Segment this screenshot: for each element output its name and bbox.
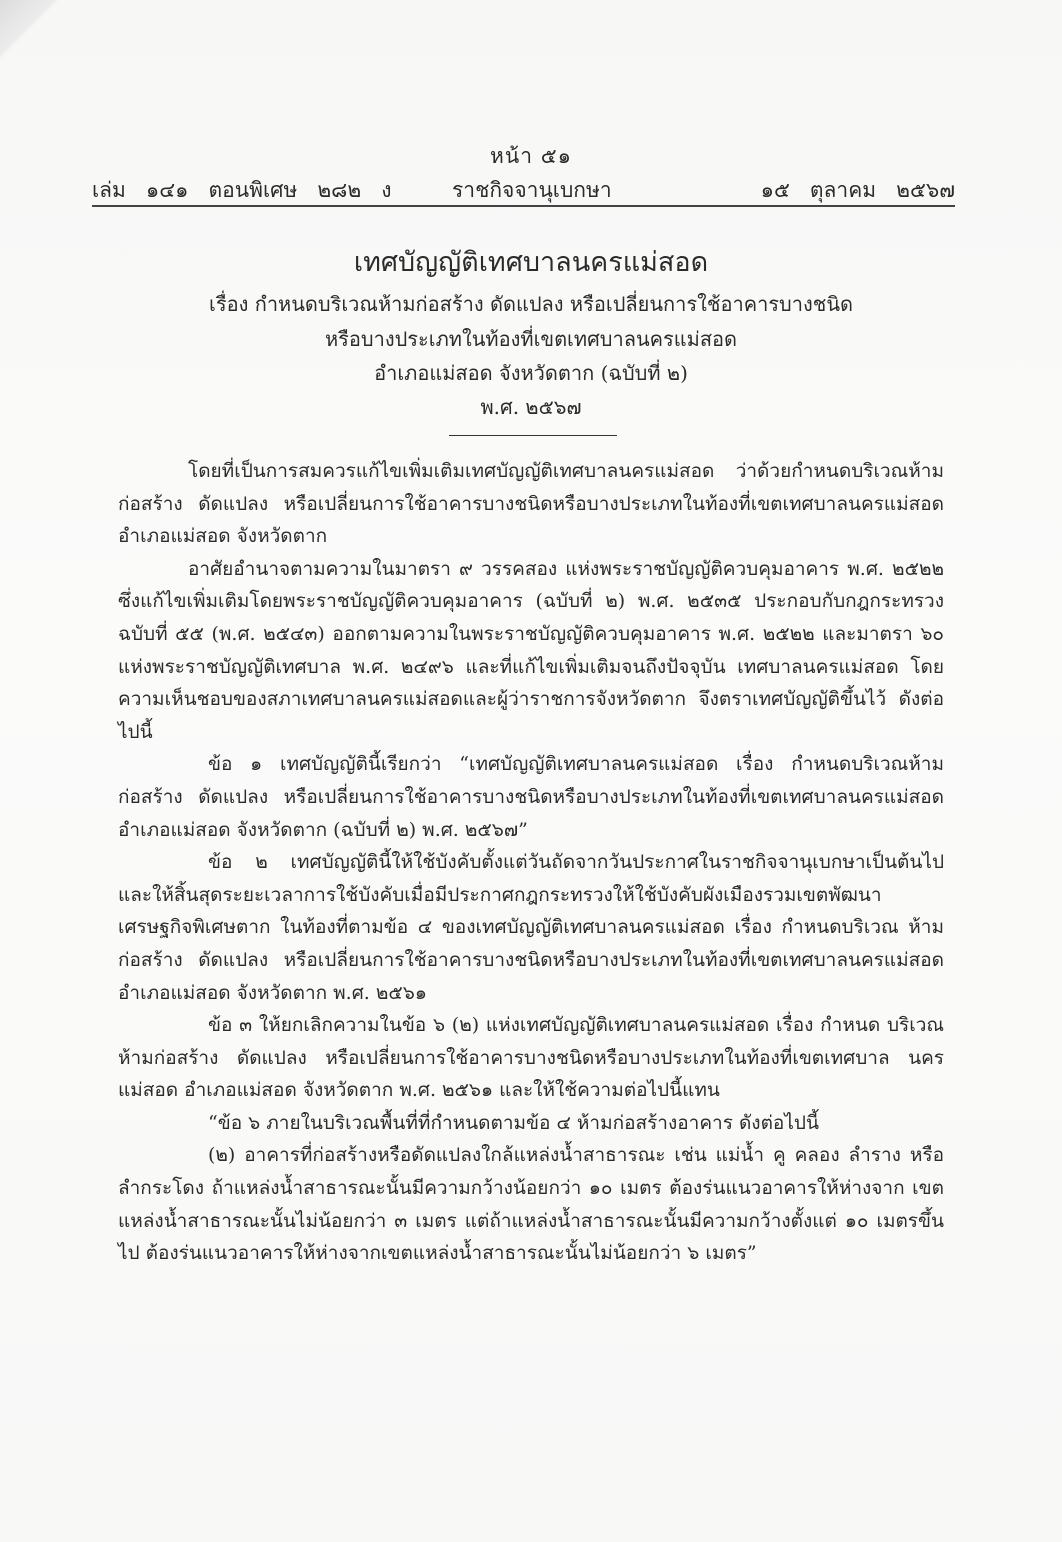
gazette-name: ราชกิจจานุเบกษา [452, 178, 612, 202]
subtitle-line-1: เรื่อง กำหนดบริเวณห้ามก่อสร้าง ดัดแปลง หรือเปลี่ยนการใช้อาคารบางชนิด [209, 292, 853, 316]
clause-6-quote: “ข้อ ๖ ภายในบริเวณพื้นที่ที่กำหนดตามข้อ ๔ ห้ามก่อสร้างอาคาร ดังต่อไปนี้ [208, 1111, 819, 1134]
header-divider [92, 205, 955, 207]
volume-info: เล่ม ๑๔๑ ตอนพิเศษ ๒๘๒ ง [92, 178, 392, 202]
publication-date: ๑๕ ตุลาคม ๒๕๖๗ [760, 178, 955, 202]
page-number: หน้า ๕๑ [490, 144, 572, 168]
subtitle-line-3: อำเภอแม่สอด จังหวัดตาก (ฉบับที่ ๒) [374, 361, 688, 385]
page-corner-fold [0, 0, 60, 60]
clause-2: ข้อ ๒ เทศบัญญัตินี้ให้ใช้บังคับตั้งแต่วันถัดจากวันประกาศในราชกิจจานุเบกษาเป็นต้นไป และให้สิ้นสุดระยะเวลาการใช้บังคับเมื่อมีประกาศกฎกระทรวงให้ใช้บังคับผังเมืองรวมเขตพัฒนา เศรษฐกิจพิเศษตาก ในท้องที่ตามข้อ ๔ ของเทศบัญญัติเทศบาลนครแม่สอด เรื่อง กำหนดบริเวณ ห้ามก่อสร้าง ดัดแปลง หรือเปลี่ยนการใช้อาคารบางชนิดหรือบางประเภทในท้องที่เขตเทศบาลนครแม่สอด อำเภอแม่สอด จังหวัดตาก พ.ศ. ๒๕๖๑ [118, 851, 944, 1004]
document-title: เทศบัญญัติเทศบาลนครแม่สอด [353, 247, 709, 278]
preamble-paragraph-2: อาศัยอำนาจตามความในมาตรา ๙ วรรคสอง แห่งพระราชบัญญัติควบคุมอาคาร พ.ศ. ๒๕๒๒ ซึ่งแก้ไขเพิ่มเติมโดยพระราชบัญญัติควบคุมอาคาร (ฉบับที่ ๒) พ.ศ. ๒๕๓๕ ประกอบกับกฎกระทรวง ฉบับที่ ๕๕ (พ.ศ. ๒๕๔๓) ออกตามความในพระราชบัญญัติควบคุมอาคาร พ.ศ. ๒๕๒๒ และมาตรา ๖๐ แห่งพระราชบัญญัติเทศบาล พ.ศ. ๒๔๙๖ และที่แก้ไขเพิ่มเติมจนถึงปัจจุบัน เทศบาลนครแม่สอด โดยความเห็นชอบของสภาเทศบาลนครแม่สอดและผู้ว่าราชการจังหวัดตาก จึงตราเทศบัญญัติขึ้นไว้ ดังต่อไปนี้ [118, 557, 944, 743]
preamble-paragraph-1: โดยที่เป็นการสมควรแก้ไขเพิ่มเติมเทศบัญญัติเทศบาลนครแม่สอด ว่าด้วยกำหนดบริเวณห้ามก่อสร้าง ดัดแปลง หรือเปลี่ยนการใช้อาคารบางชนิดหรือบางประเภทในท้องที่เขตเทศบาลนครแม่สอด อำเภอแม่สอด จังหวัดตาก [118, 460, 944, 548]
gazette-header [92, 174, 955, 204]
clause-3: ข้อ ๓ ให้ยกเลิกความในข้อ ๖ (๒) แห่งเทศบัญญัติเทศบาลนครแม่สอด เรื่อง กำหนด บริเวณห้ามก่อสร้าง ดัดแปลง หรือเปลี่ยนการใช้อาคารบางชนิดหรือบางประเภทในท้องที่เขตเทศบาล นครแม่สอด อำเภอแม่สอด จังหวัดตาก พ.ศ. ๒๕๖๑ และให้ใช้ความต่อไปนี้แทน [118, 1014, 944, 1102]
title-divider [449, 435, 617, 436]
subtitle-year: พ.ศ. ๒๕๖๗ [480, 395, 582, 419]
subtitle-line-2: หรือบางประเภทในท้องที่เขตเทศบาลนครแม่สอด [324, 327, 738, 351]
clause-1: ข้อ ๑ เทศบัญญัตินี้เรียกว่า “เทศบัญญัติเทศบาลนครแม่สอด เรื่อง กำหนดบริเวณห้ามก่อสร้าง ดัดแปลง หรือเปลี่ยนการใช้อาคารบางชนิดหรือบางประเภทในท้องที่เขตเทศบาลนครแม่สอด อำเภอแม่สอด จังหวัดตาก (ฉบับที่ ๒) พ.ศ. ๒๕๖๗” [118, 753, 944, 841]
clause-6-item-2: (๒) อาคารที่ก่อสร้างหรือดัดแปลงใกล้แหล่งน้ำสาธารณะ เช่น แม่น้ำ คู คลอง ลำราง หรือ ลำกระโดง ถ้าแหล่งน้ำสาธารณะนั้นมีความกว้างน้อยกว่า ๑๐ เมตร ต้องร่นแนวอาคารให้ห่างจาก เขตแหล่งน้ำสาธารณะนั้นไม่น้อยกว่า ๓ เมตร แต่ถ้าแหล่งน้ำสาธารณะนั้นมีความกว้างตั้งแต่ ๑๐ เมตรขึ้นไป ต้องร่นแนวอาคารให้ห่างจากเขตแหล่งน้ำสาธารณะนั้นไม่น้อยกว่า ๖ เมตร” [118, 1144, 944, 1265]
document-body [118, 455, 944, 1270]
